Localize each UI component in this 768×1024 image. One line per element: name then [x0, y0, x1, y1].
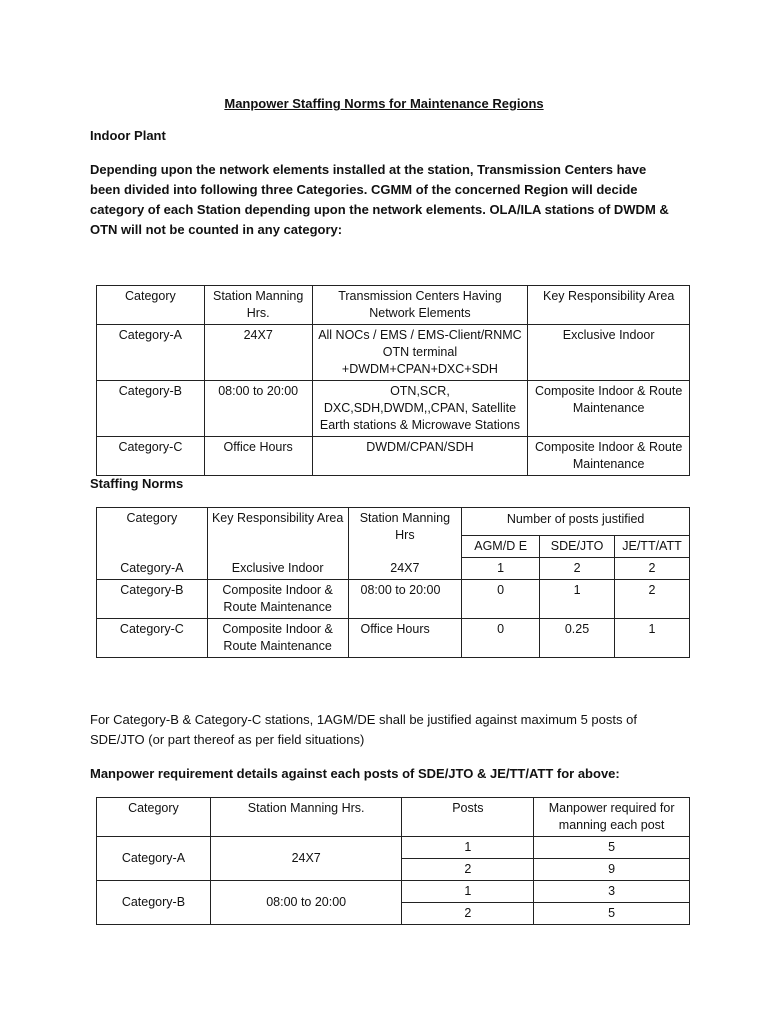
table-cell: 0 [462, 619, 540, 658]
table-cell: 24X7 [210, 837, 402, 881]
table-cell: 08:00 to 20:00 [348, 580, 462, 619]
table-cell: Composite Indoor & Route Maintenance [207, 580, 348, 619]
table-cell: 0 [462, 580, 540, 619]
note-paragraph: For Category-B & Category-C stations, 1AGM/DE shall be justified against maximum 5 posts of SDE/JTO (or part thereof as per field situations) [90, 712, 637, 747]
staffing-norms-heading: Staffing Norms [90, 476, 184, 491]
table-cell: 9 [534, 859, 690, 881]
table-cell: Category-A [97, 558, 208, 580]
requirement-heading: Manpower requirement details against each posts of SDE/JTO & JE/TT/ATT for above: [90, 766, 620, 781]
table-header-cell: Station Manning Hrs. [204, 286, 312, 325]
table-cell: 0.25 [540, 619, 615, 658]
table-row [97, 381, 690, 437]
table-cell: Category-A [97, 837, 211, 881]
table-header-cell: Number of posts justified [462, 508, 690, 536]
table-cell: Category-B [97, 881, 211, 925]
table-header-cell: Category [97, 798, 211, 837]
table-cell: 5 [534, 837, 690, 859]
table-header-cell: Transmission Centers Having Network Elements [312, 286, 528, 325]
table-cell: Office Hours [204, 437, 312, 476]
table-cell: 08:00 to 20:00 [204, 381, 312, 437]
indoor-plant-heading: Indoor Plant [90, 128, 166, 143]
table-row [97, 619, 690, 658]
page-title: Manpower Staffing Norms for Maintenance Regions [224, 96, 544, 111]
table-cell: 1 [540, 580, 615, 619]
table-cell: Category-C [97, 619, 208, 658]
table-subheader-cell: JE/TT/ATT [615, 536, 690, 558]
table-cell: 2 [540, 558, 615, 580]
table-cell: DWDM/CPAN/SDH [312, 437, 528, 476]
intro-paragraph: Depending upon the network elements installed at the station, Transmission Centers have been divided into following three Categories. CGMM of the concerned Region will decide category of each Station depending upon the network elements. OLA/ILA stations of DWDM & OTN will not be counted in any category: [90, 162, 669, 237]
table-cell: 2 [615, 580, 690, 619]
table-cell: Composite Indoor & Route Maintenance [207, 619, 348, 658]
table-cell: 3 [534, 881, 690, 903]
table-cell: 5 [534, 903, 690, 925]
table-row [97, 325, 690, 381]
table-cell: Category-B [97, 580, 208, 619]
table-cell: 2 [402, 859, 534, 881]
table-cell: Category-A [97, 325, 205, 381]
table-cell: Exclusive Indoor [207, 558, 348, 580]
table-header-cell: Station Manning Hrs. [210, 798, 402, 837]
table-cell: 2 [615, 558, 690, 580]
table-cell: 1 [402, 881, 534, 903]
table-row [97, 881, 690, 903]
table-row [97, 837, 690, 859]
table-cell: 1 [402, 837, 534, 859]
categories-table [96, 285, 690, 476]
table-cell: Composite Indoor & Route Maintenance [528, 381, 690, 437]
table-header-row [97, 508, 690, 536]
table-cell: Exclusive Indoor [528, 325, 690, 381]
table-row [97, 558, 690, 580]
table-header-cell: Category [97, 508, 208, 558]
staffing-norms-table [96, 507, 690, 658]
table-header-row [97, 286, 690, 325]
table-cell: 08:00 to 20:00 [210, 881, 402, 925]
table-header-row [97, 798, 690, 837]
table-row [97, 580, 690, 619]
table-subheader-cell: SDE/JTO [540, 536, 615, 558]
table-cell: 1 [615, 619, 690, 658]
table-cell: All NOCs / EMS / EMS-Client/RNMC OTN terminal +DWDM+CPAN+DXC+SDH [312, 325, 528, 381]
table-header-cell: Station Manning Hrs [348, 508, 462, 558]
table-header-cell: Key Responsibility Area [528, 286, 690, 325]
table-subheader-cell: AGM/D E [462, 536, 540, 558]
table-header-cell: Key Responsibility Area [207, 508, 348, 558]
table-cell: 24X7 [348, 558, 462, 580]
table-header-cell: Posts [402, 798, 534, 837]
table-row [97, 437, 690, 476]
manpower-requirement-table [96, 797, 690, 925]
table-cell: 24X7 [204, 325, 312, 381]
table-header-cell: Manpower required for manning each post [534, 798, 690, 837]
table-cell: Composite Indoor & Route Maintenance [528, 437, 690, 476]
table-cell: Category-B [97, 381, 205, 437]
table-cell: OTN,SCR, DXC,SDH,DWDM,,CPAN, Satellite Earth stations & Microwave Stations [312, 381, 528, 437]
table-cell: Office Hours [348, 619, 462, 658]
table-header-cell: Category [97, 286, 205, 325]
table-cell: 1 [462, 558, 540, 580]
table-cell: 2 [402, 903, 534, 925]
table-cell: Category-C [97, 437, 205, 476]
